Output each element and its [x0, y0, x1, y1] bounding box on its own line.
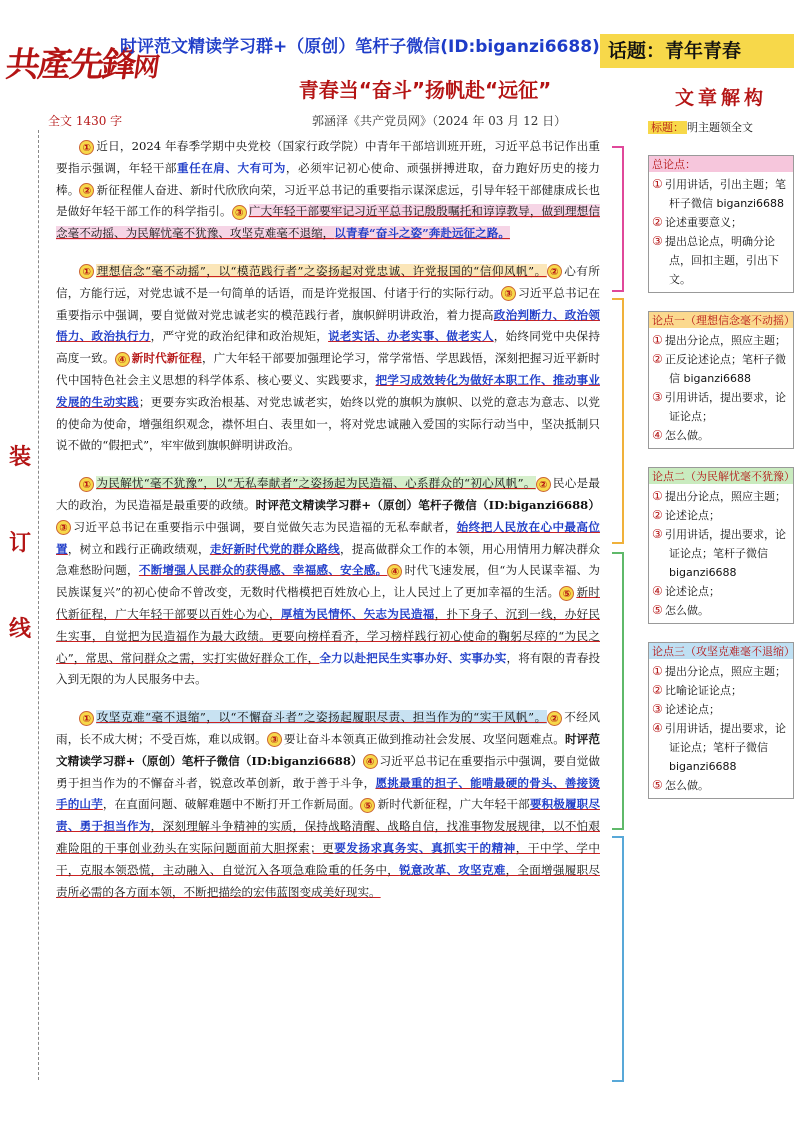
- num-marker: ①: [79, 477, 94, 492]
- num-marker: ④: [115, 352, 130, 367]
- sidebar-section-point2: 论点二（为民解忧毫不犹豫） ① 提出分论点，照应主题； ② 论述论点； ③ 引用讲话，提出要求，论证论点；笔杆子微信 biganzi6688 ④ 论述论点； ⑤ 怎么做。: [648, 467, 794, 624]
- num-marker: ②: [547, 711, 562, 726]
- sidebar-title-row: 标题： 明主题领全文: [648, 118, 794, 137]
- num-marker: ①: [79, 140, 94, 155]
- num-marker: ①: [79, 264, 94, 279]
- word-count: 全文 1430 字: [48, 114, 123, 128]
- num-marker: ③: [56, 520, 71, 535]
- sidebar-section-point3: 论点三（攻坚克难毫不退缩） ① 提出分论点，照应主题； ② 比喻论证论点； ③ 论述论点； ④ 引用讲话，提出要求，论证论点；笔杆子微信 biganzi6688 ⑤ 怎么做。: [648, 642, 794, 799]
- num-marker: ⑤: [559, 586, 574, 601]
- article-title: 青春当“奋斗”扬帆赴“远征”: [298, 78, 552, 102]
- paragraph-2: ① 理想信念“毫不动摇”，以“模范践行者”之姿扬起对党忠诚、许党报国的“信仰风帆”。 ② 心有所信，方能行远，对党忠诚不是一句简单的话语，而是许党报国、付诸于行的实际行动。 ③ 习近平总书记在重要指示中强调，要自觉做对党忠诚老实的模范践行者，旗帜鲜明讲政治，着力提高政治判断力、政治领悟力、政治执行力，严守党的政治纪律和政治规矩，说老实话、办老实事、做老实人，始终同党中央保持高度一致。 ④ 新时代新征程，广大年轻干部要加强理论学习，常学常悟、学思践悟，深刻把握习近平新时代中国特色社会主义思想的科学体系、核心要义、实践要求，把学习成效转化为做好本职工作、推动事业发展的生动实践；更要夯实政治根基、对党忠诚老实，始终以党的旗帜为旗帜、以党的意志为意志、以党的使命为使命，增强组织观念，襟怀坦白、表里如一，将对党忠诚融入爱国的实际行动当中，坚决抵制只说不做的“假把式”，牢牢做到旗帜鲜明讲政治。: [56, 263, 600, 453]
- paragraph-1: ① 近日，2024 年春季学期中央党校（国家行政学院）中青年干部培训班开班，习近平总书记作出重要指示强调，年轻干部重任在肩、大有可为，必须牢记初心使命、顽强拼搏进取，奋力跑好历史的接力棒。 ② 新征程催人奋进、新时代欣欣向荣，习近平总书记的重要指示谋深虑远，引导年轻干部健康成长也是做好年轻干部工作的科学指引。 ③ 广大年轻干部要牢记习近平总书记殷殷嘱托和谆谆教导，做到理想信念毫不动摇、为民解忧毫不犹豫、攻坚克难毫不退缩，以青春“奋斗之姿”奔赴远征之路。: [56, 139, 600, 241]
- binding-char-2: 订: [8, 531, 31, 556]
- header-group-line: 时评范文精读学习群+（原创）笔杆子微信(ID:biganzi6688): [120, 37, 600, 57]
- bracket-p2: [612, 298, 624, 544]
- num-marker: ④: [387, 564, 402, 579]
- num-marker: ⑤: [360, 798, 375, 813]
- num-marker: ③: [267, 732, 282, 747]
- num-marker: ①: [79, 711, 94, 726]
- paragraph-3: ① 为民解忧“毫不犹豫”，以“无私奉献者”之姿扬起为民造福、心系群众的“初心风帆”。 ② 民心是最大的政治，为民造福是最重要的政绩。时评范文精读学习群+（原创）笔杆子微信（ID:biganzi6688）③ 习近平总书记在重要指示中强调，要自觉做矢志为民造福的无私奉献者，始终把人民放在心中最高位置，树立和践行正确政绩观，走好新时代党的群众路线，提高做群众工作的本领，用心用情用力解决群众急难愁盼问题，不断增强人民群众的获得感、幸福感、安全感。 ④ 时代飞速发展，但“为人民谋幸福、为民族谋复兴”的初心使命不曾改变，无数时代楷模把百姓放心上，让人民过上了更加幸福的生活。 ⑤ 新时代新征程，广大年轻干部要以百姓心为心，厚植为民情怀、矢志为民造福，扑下身子、沉到一线，办好民生实事，自觉把为民造福作为最大政绩。更要向榜样看齐，学习榜样践行初心使命的鞠躬尽瘁的“为民之心”，常思、常问群众之需，实打实做好群众工作，全力以赴把民生实事办好、实事办实，将有限的青春投入到无限的为人民服务中去。: [56, 476, 600, 687]
- brand-logo: 共產先鋒网: [3, 45, 162, 85]
- num-marker: ②: [536, 477, 551, 492]
- sidebar-section-overall: 总论点： ① 引用讲话，引出主题；笔杆子微信 biganzi6688 ② 论述重要意义； ③ 提出总论点，明确分论点，回扣主题，引出下文。: [648, 155, 794, 293]
- structure-sidebar: [648, 84, 794, 799]
- bracket-p1: [612, 146, 624, 292]
- num-marker: ④: [363, 754, 378, 769]
- binding-line: [38, 130, 39, 1080]
- num-marker: ③: [232, 205, 247, 220]
- paragraph-4: ① 攻坚克难“毫不退缩”，以“不懈奋斗者”之姿扬起履职尽责、担当作为的“实干风帆”。 ② 不经风雨，长不成大树；不受百炼，难以成钢。 ③ 要让奋斗本领真正做到推动社会发展、攻坚问题难点。时评范文精读学习群+（原创）笔杆子微信（ID:biganzi6688） ④ 习近平总书记在重要指示中强调，要自觉做勇于担当作为的不懈奋斗者，锐意改革创新，敢于善于斗争，愿挑最重的担子、能啃最硬的骨头、善接烫手的山芋，在直面问题、破解难题中不断打开工作新局面。 ⑤ 新时代新征程，广大年轻干部要积极履职尽责、勇于担当作为，深刻理解斗争精神的实质，保持战略清醒、战略自信，找准事物发展规律，以不怕艰难险阻的干事创业劲头在实际问题面前大胆探索；更要发扬求真务实、真抓实干的精神，干中学、学中干，克服本领恐慌，主动融入、自觉沉入各项急难险重的任务中，锐意改革、攻坚克难，全面增强履职尽责所必需的各方面本领，不断把描绘的宏伟蓝图变成美好现实。: [56, 710, 600, 899]
- binding-char-1: 装: [8, 445, 31, 470]
- bracket-p4: [612, 836, 624, 1082]
- article-body: [48, 132, 608, 1092]
- sidebar-heading: 文章解构: [674, 87, 767, 109]
- num-marker: ②: [547, 264, 562, 279]
- binding-char-3: 线: [8, 617, 31, 642]
- article-source: 郭涵泽《共产党员网》（2024 年 03 月 12 日）: [312, 114, 567, 128]
- topic-badge: 话题：青年青春: [600, 34, 794, 68]
- bracket-p3: [612, 552, 624, 830]
- num-marker: ②: [79, 183, 94, 198]
- sidebar-section-point1: 论点一（理想信念毫不动摇） ① 提出分论点，照应主题； ② 正反论述论点；笔杆子微信 biganzi6688 ③ 引用讲话，提出要求，论证论点； ④ 怎么做。: [648, 311, 794, 449]
- num-marker: ③: [501, 286, 516, 301]
